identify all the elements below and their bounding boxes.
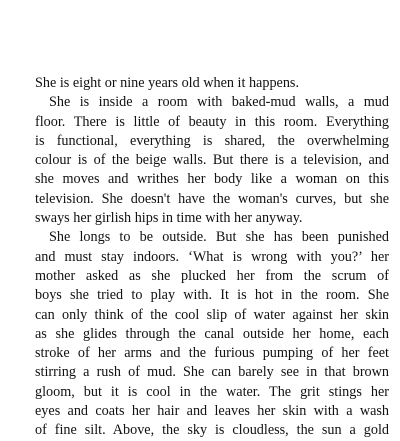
text-line: floor. There is little of beauty in this room. Everything (35, 113, 389, 130)
text-line: television. She doesn't have the woman's curves, but she (35, 190, 389, 207)
text-line: boys she tried to play with. It is hot in the room. She (35, 287, 389, 304)
text-line: and must stay indoors. ‘What is wrong with you?’ her (35, 248, 389, 265)
body-text (35, 74, 389, 441)
text-line: mother asked as she plucked her from the scrum of (35, 267, 389, 284)
text-line: can only think of the cool slip of water against her skin (35, 306, 389, 323)
text-line-paragraph-start: She is inside a room with baked-mud walls, a mud (49, 94, 389, 111)
text-line-opening: She is eight or nine years old when it happens. (35, 75, 299, 91)
text-line: stroke of her arms and the furious pumping of her feet (35, 345, 389, 362)
text-line: of fine silt. Above, the sky is cloudless, the sun a gold (35, 422, 389, 439)
text-line: gloom, but it is cool in the water. The grit stings her (35, 383, 389, 400)
text-line: as she glides through the canal outside her home, each (35, 325, 389, 342)
text-line: stirring a rush of mud. She can barely see in that brown (35, 364, 389, 381)
text-line: she moves and writhes her body like a woman on this (35, 171, 389, 188)
text-line: eyes and coats her hair and leaves her skin with a wash (35, 403, 389, 420)
text-line: is functional, everything is shared, the overwhelming (35, 132, 389, 149)
text-line: colour is of the beige walls. But there is a television, and (35, 152, 389, 169)
text-line: sways her girlish hips in time with her anyway. (35, 210, 303, 227)
text-line-paragraph-start: She longs to be outside. But she has been punished (49, 229, 389, 246)
